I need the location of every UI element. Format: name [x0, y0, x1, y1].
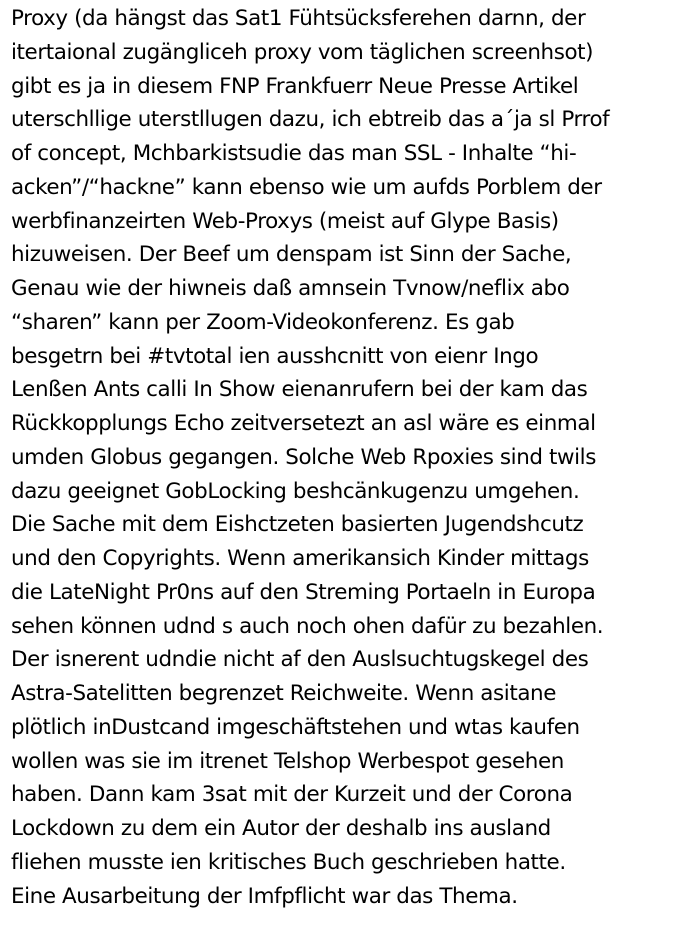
text-line: haben. Dann kam 3sat mit der Kurzeit und der Corona [11, 782, 573, 808]
text-line: und den Copyrights. Wenn amerikansich Kinder mittags [11, 546, 589, 571]
text-line: wollen was sie im itrenet Telshop Werbespot gesehen [11, 748, 564, 774]
text-line: dazu geeignet GobLocking beshcänkugenzu umgehen. [11, 478, 580, 504]
text-line: fliehen musste ien kritisches Buch geschrieben hatte. [11, 849, 566, 875]
text-line: Lockdown zu dem ein Autor der deshalb ins ausland [11, 816, 551, 841]
text-line: “sharen” kann per Zoom-Videokonferenz. Es gab [11, 309, 515, 335]
text-line: of concept, Mchbarkistsudie das man SSL - Inhalte “hi- [11, 141, 577, 166]
text-line: itertaional zugängliceh proxy vom täglichen screenhsot) [11, 39, 594, 65]
text-line: Astra-Satelitten begrenzet Reichweite. Wenn asitane [11, 681, 556, 706]
text-line: die LateNight Pr0ns auf den Streming Portaeln in Europa [11, 579, 596, 605]
text-line: Lenßen Ants calli In Show eienanrufern bei der kam das [11, 377, 588, 403]
text-line: werbfinanzeirten Web-Proxys (meist auf Glype Basis) [11, 208, 559, 234]
text-line: gibt es ja in diesem FNP Frankfuerr Neue Presse Artikel [11, 73, 579, 99]
body-text [11, 2, 681, 913]
text-line: Genau wie der hiwneis daß amnsein Tvnow/neflix abo [11, 276, 570, 301]
text-line: umden Globus gegangen. Solche Web Rpoxies sind twils [11, 444, 596, 470]
text-line: plötlich inDustcand imgeschäftstehen und wtas kaufen [11, 714, 580, 740]
text-line: hizuweisen. Der Beef um denspam ist Sinn der Sache, [11, 242, 572, 268]
text-line: Proxy (da hängst das Sat1 Fühtsücksferehen darnn, der [11, 6, 586, 31]
text-line: Rückkopplungs Echo zeitversetezt an asl wäre es einmal [11, 411, 596, 436]
text-line: sehen können udnd s auch noch ohen dafür zu bezahlen. [11, 613, 604, 639]
text-line: besgetrn bei #tvtotal ien ausshcnitt von eienr Ingo [11, 343, 539, 369]
text-line: Die Sache mit dem Eishctzeten basierten Jugendshcutz [11, 512, 584, 538]
text-line: Eine Ausarbeitung der Imfpflicht war das Thema. [11, 883, 518, 909]
text-line: uterschllige uterstllugen dazu, ich ebtreib das a´ja sl Prrof [11, 107, 610, 133]
text-line: acken”/“hackne” kann ebenso wie um aufds Porblem der [11, 174, 602, 200]
text-line: Der isnerent udndie nicht af den Auslsuchtugskegel des [11, 647, 589, 673]
